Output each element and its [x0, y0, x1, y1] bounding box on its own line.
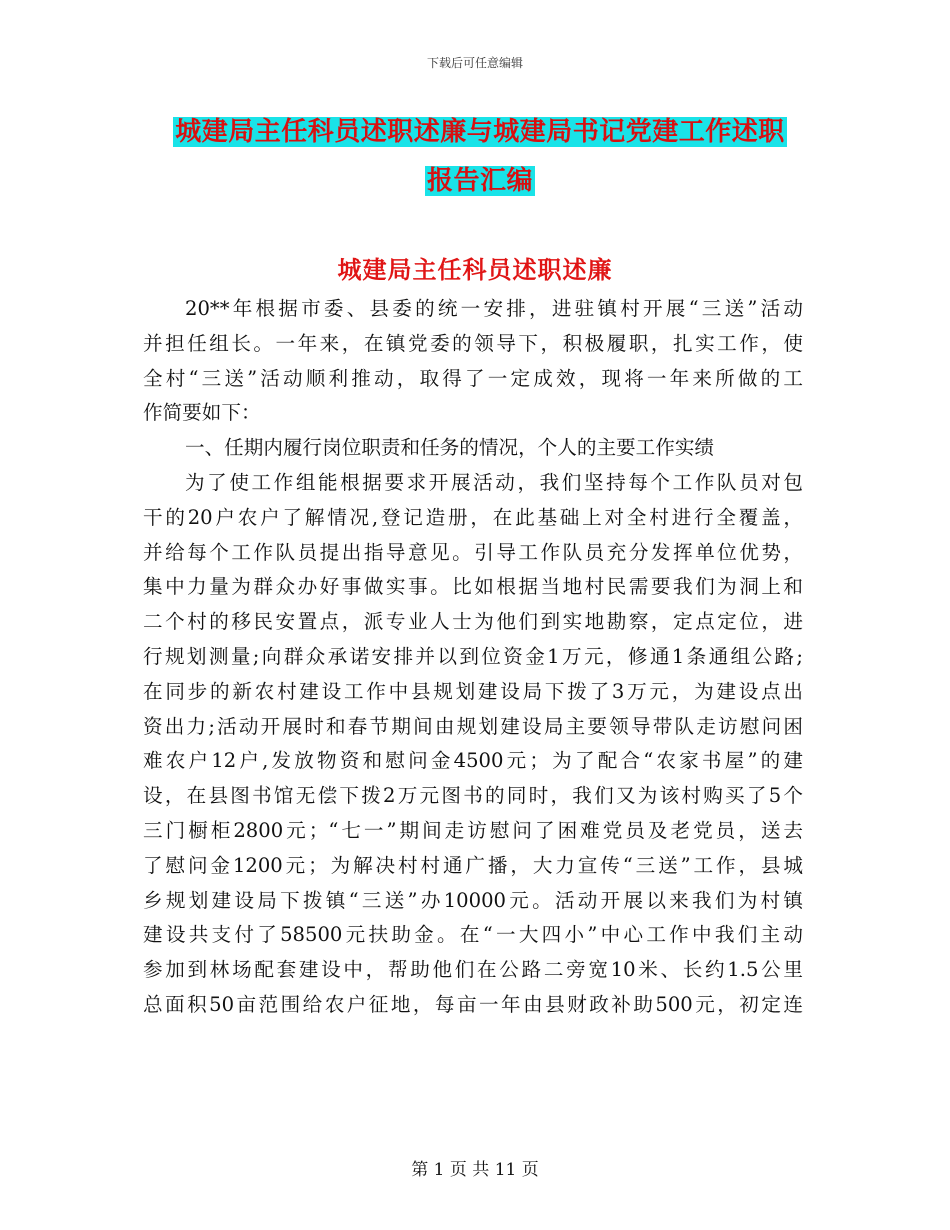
body-line: 一、任期内履行岗位职责和任务的情况，个人的主要工作实绩 [185, 436, 715, 460]
body-line: 在同步的新农村建设工作中县规划建设局下拨了3万元，为建设点出 [143, 679, 803, 703]
body-line: 全村“三送”活动顺利推动，取得了一定成效，现将一年来所做的工 [143, 366, 803, 390]
section-title: 城建局主任科员述职述廉 [337, 256, 613, 284]
document-title [140, 108, 820, 206]
body-line: 行规划测量;向群众承诺安排并以到位资金1万元，修通1条通组公路; [143, 644, 803, 668]
body-line: 并给每个工作队员提出指导意见。引导工作队员充分发挥单位优势， [143, 540, 803, 564]
body-line: 参加到林场配套建设中，帮助他们在公路二旁宽10米、长约1.5公里 [143, 958, 803, 982]
body-line: 干的20户农户了解情况,登记造册，在此基础上对全村进行全覆盖， [143, 505, 803, 529]
body-text [143, 292, 803, 1023]
body-line: 三门橱柜2800元；“七一”期间走访慰问了困难党员及老党员，送去 [143, 818, 803, 842]
body-line: 二个村的移民安置点，派专业人士为他们到实地勘察，定点定位，进 [143, 610, 803, 634]
body-line: 20**年根据市委、县委的统一安排，进驻镇村开展“三送”活动 [185, 297, 803, 320]
body-line: 总面积50亩范围给农户征地，每亩一年由县财政补助500元，初定连 [143, 992, 803, 1016]
body-line: 难农户12户,发放物资和慰问金4500元；为了配合“农家书屋”的建 [143, 749, 803, 773]
header-note: 下载后可任意编辑 [426, 56, 523, 70]
body-line: 为了使工作组能根据要求开展活动，我们坚持每个工作队员对包 [185, 470, 803, 494]
body-line: 作简要如下： [143, 401, 261, 425]
body-line: 乡规划建设局下拨镇“三送”办10000元。活动开展以来我们为村镇 [143, 888, 803, 912]
body-line: 了慰问金1200元；为解决村村通广播，大力宣传“三送”工作，县城 [143, 853, 803, 877]
body-line: 建设共支付了58500元扶助金。在“一大四小”中心工作中我们主动 [143, 923, 803, 947]
body-line: 并担任组长。一年来，在镇党委的领导下，积极履职，扎实工作，使 [143, 331, 803, 355]
body-line: 集中力量为群众办好事做实事。比如根据当地村民需要我们为洞上和 [143, 575, 803, 599]
body-line: 资出力;活动开展时和春节期间由规划建设局主要领导带队走访慰问困 [143, 714, 803, 738]
page-number-footer: 第 1 页 共 11 页 [411, 1160, 539, 1180]
document-title-line-2: 报告汇编 [426, 166, 533, 196]
document-title-line-1: 城建局主任科员述职述廉与城建局书记党建工作述职 [175, 117, 785, 147]
body-line: 设，在县图书馆无偿下拨2万元图书的同时，我们又为该村购买了5个 [143, 784, 803, 808]
